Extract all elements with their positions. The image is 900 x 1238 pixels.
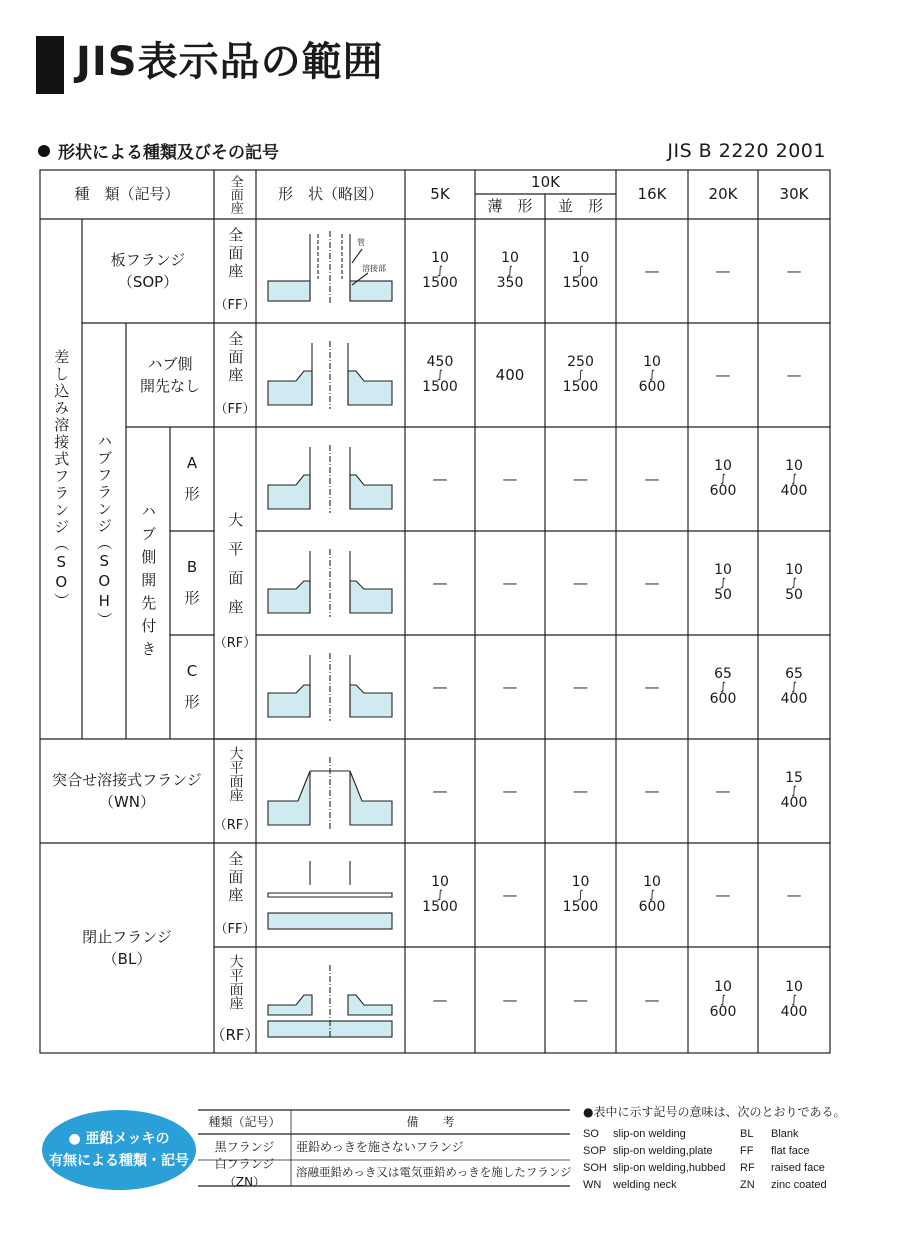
cell-hubno-p16k — [616, 323, 688, 427]
legend-code: SO — [583, 1128, 599, 1140]
legend-code: ZN — [740, 1179, 755, 1191]
range-min: 450 — [426, 354, 454, 371]
range-max: 600 — [709, 482, 737, 499]
type-b-label — [170, 531, 214, 635]
face-blrf-text: 大平面座 — [227, 953, 244, 1010]
range-tilde: ∫ — [791, 680, 797, 694]
hub-no-bevel-line1: ハブ側 — [147, 354, 193, 373]
range-min: 10 — [501, 250, 519, 267]
cell-c-p10k_std: — — [573, 678, 588, 696]
cell-blff-p20k: — — [715, 886, 731, 904]
cell-wn-p16k: — — [644, 782, 660, 800]
soh-group-text: ハブフランジ（SOH） — [95, 433, 114, 629]
range-min: 250 — [567, 354, 594, 371]
face-sop-code: （FF） — [214, 297, 256, 313]
cell-hubno-p5k — [405, 323, 475, 427]
range-min: 10 — [571, 874, 590, 891]
header-30k: 30K — [779, 185, 809, 204]
range-max: 400 — [780, 690, 808, 707]
cell-hubno-p30k: — — [786, 366, 802, 384]
range-min: 10 — [714, 562, 732, 579]
zinc-head-note: 備 考 — [406, 1115, 455, 1129]
header-10k-thin: 薄 形 — [487, 197, 533, 216]
range-min: 10 — [643, 874, 661, 891]
face-hub-rf — [214, 427, 256, 739]
cell-sop-p5k — [405, 219, 475, 323]
cell-hubno-p10k_thin: 400 — [495, 365, 525, 384]
range-tilde: ∫ — [649, 368, 655, 382]
hub-bevel-label — [126, 427, 170, 739]
cell-c-p5k: — — [432, 678, 448, 696]
cell-c-p30k — [758, 635, 830, 739]
page-title: JIS表示品の範囲 — [76, 39, 384, 85]
type-c-letter: C — [186, 661, 198, 680]
range-max: 600 — [709, 1003, 737, 1020]
label-pipe: 管 — [357, 238, 365, 247]
range-max: 600 — [638, 378, 666, 395]
range-max: 1500 — [422, 274, 458, 291]
sop-label-code: （SOP） — [117, 273, 179, 291]
range-max: 400 — [780, 482, 808, 499]
flange-sketches — [256, 219, 405, 1053]
zinc-row-note: 溶融亜鉛めっき又は電気亜鉛めっきを施したフランジ — [296, 1165, 572, 1180]
legend-desc: zinc coated — [771, 1179, 827, 1191]
cell-blrf-p16k: — — [644, 991, 660, 1009]
legend-desc: slip-on welding,plate — [613, 1145, 713, 1157]
face-sop — [214, 219, 256, 323]
so-group-label — [40, 219, 82, 739]
wn-label — [40, 739, 214, 843]
header-16k: 16K — [637, 185, 667, 204]
face-blrf — [210, 947, 260, 1053]
zinc-row-kind: 白フランジ（ZN） — [214, 1157, 275, 1189]
range-max: 1500 — [422, 378, 458, 395]
range-tilde: ∫ — [791, 784, 797, 798]
zinc-head-kind: 種類（記号） — [208, 1115, 281, 1129]
range-tilde: ∫ — [720, 472, 726, 486]
legend-desc: raised face — [771, 1162, 825, 1174]
face-hub-rf-code: （RF） — [213, 636, 257, 652]
range-tilde: ∫ — [577, 888, 584, 902]
zinc-row-kind: 黒フランジ — [214, 1140, 275, 1154]
cell-b-p16k: — — [644, 574, 660, 592]
section-title-text: 形状による種類及びその記号 — [58, 143, 279, 163]
range-min: 10 — [571, 250, 590, 267]
cell-blff-p10k_std — [545, 843, 616, 947]
cell-blrf-p30k — [758, 947, 830, 1053]
range-max: 1500 — [562, 378, 599, 395]
cell-sop-p16k: — — [644, 262, 660, 280]
range-tilde: ∫ — [720, 993, 726, 1007]
range-max: 600 — [638, 898, 666, 915]
range-tilde: ∫ — [649, 888, 655, 902]
header-face-text: 全面座 — [227, 175, 243, 214]
range-max: 50 — [785, 586, 803, 603]
cell-b-p10k_std: — — [573, 574, 588, 592]
range-max: 400 — [780, 1003, 808, 1020]
type-a-suffix: 形 — [184, 485, 200, 503]
cell-sop-p20k: — — [715, 262, 731, 280]
range-max: 50 — [714, 586, 732, 603]
cell-blrf-p10k_thin: — — [502, 991, 518, 1009]
cell-blrf-p5k: — — [432, 991, 448, 1009]
cell-c-p10k_thin: — — [502, 678, 518, 696]
range-tilde: ∫ — [437, 888, 443, 902]
legend-code: RF — [740, 1162, 755, 1174]
range-max: 1500 — [562, 898, 599, 915]
range-tilde: ∫ — [720, 680, 726, 694]
face-hubno — [214, 323, 256, 427]
range-tilde: ∫ — [577, 264, 584, 278]
cell-a-p30k — [758, 427, 830, 531]
range-min: 10 — [714, 458, 732, 475]
cell-wn-p20k: — — [715, 782, 731, 800]
legend-desc: slip-on welding,hubbed — [613, 1162, 726, 1174]
cell-c-p16k: — — [644, 678, 660, 696]
cell-hubno-p20k: — — [715, 366, 731, 384]
cell-blrf-p20k — [688, 947, 758, 1053]
hub-no-bevel-label — [126, 323, 214, 427]
zinc-badge-line1: ● 亜鉛メッキの — [68, 1130, 170, 1147]
type-b-letter: B — [186, 557, 198, 576]
sop-label — [82, 219, 214, 323]
cell-blff-p10k_thin: — — [502, 886, 518, 904]
range-min: 10 — [785, 979, 803, 996]
face-hubno-text: 全面座 — [226, 330, 245, 385]
header-5k: 5K — [430, 185, 450, 204]
legend-code: SOP — [583, 1145, 607, 1157]
cell-b-p10k_thin: — — [502, 574, 518, 592]
cell-blrf-p10k_std: — — [573, 991, 588, 1009]
face-wn-text: 大平面座 — [227, 746, 244, 803]
cell-sop-p10k_thin — [475, 219, 545, 323]
range-max: 600 — [709, 690, 737, 707]
zinc-badge-line2: 有無による種類・記号 — [49, 1153, 189, 1169]
header-kind: 種 類（記号） — [74, 185, 180, 204]
range-min: 15 — [785, 770, 803, 787]
cell-sop-p30k: — — [786, 262, 802, 280]
type-c-suffix: 形 — [184, 693, 200, 711]
soh-group-label — [82, 323, 126, 739]
cell-wn-p5k: — — [432, 782, 448, 800]
cell-b-p5k: — — [432, 574, 448, 592]
range-min: 10 — [785, 562, 803, 579]
wn-label-name: 突合せ溶接式フランジ — [52, 770, 202, 789]
cell-a-p10k_std: — — [573, 470, 588, 488]
label-weld: 溶接部 — [362, 264, 386, 273]
type-b-suffix: 形 — [184, 589, 200, 607]
bl-label — [40, 843, 214, 1053]
legend-code: WN — [583, 1179, 602, 1191]
header-shape: 形 状（略図） — [277, 185, 383, 204]
cell-sop-p10k_std — [545, 219, 616, 323]
cell-wn-p10k_thin: — — [502, 782, 518, 800]
legend-heading: ●表中に示す記号の意味は、次のとおりである。 — [583, 1105, 846, 1119]
hub-no-bevel-line2: 開先なし — [139, 377, 200, 395]
cell-a-p16k: — — [644, 470, 660, 488]
range-tilde: ∫ — [577, 368, 584, 382]
range-max: 1500 — [562, 274, 599, 291]
bl-label-name: 閉止フランジ — [82, 927, 172, 946]
range-tilde: ∫ — [791, 472, 797, 486]
range-tilde: ∫ — [437, 264, 443, 278]
cell-wn-p30k — [758, 739, 830, 843]
bl-label-code: （BL） — [102, 950, 152, 968]
legend-desc: slip-on welding — [613, 1128, 686, 1140]
legend-desc: flat face — [771, 1145, 810, 1157]
legend-desc: welding neck — [613, 1179, 677, 1191]
legend-code: SOH — [583, 1162, 607, 1174]
range-min: 10 — [643, 354, 661, 371]
range-tilde: ∫ — [720, 576, 726, 590]
range-tilde: ∫ — [437, 368, 443, 382]
type-c-label — [170, 635, 214, 739]
cell-a-p20k — [688, 427, 758, 531]
so-group-text: 差し込み溶接式フランジ（SO） — [52, 348, 71, 610]
face-wn — [214, 739, 256, 843]
range-min: 10 — [431, 874, 449, 891]
range-tilde: ∫ — [507, 264, 513, 278]
cell-blff-p16k — [616, 843, 688, 947]
cell-b-p30k — [758, 531, 830, 635]
sop-label-name: 板フランジ — [110, 250, 186, 269]
legend-code: BL — [740, 1128, 754, 1140]
cell-blff-p30k: — — [786, 886, 802, 904]
range-min: 65 — [714, 666, 732, 683]
face-sop-text: 全面座 — [226, 226, 245, 281]
range-max: 350 — [496, 274, 524, 291]
header-20k: 20K — [708, 185, 738, 204]
header-face — [214, 170, 256, 219]
face-wn-code: （RF） — [213, 818, 257, 834]
range-max: 400 — [780, 794, 808, 811]
cell-a-p10k_thin: — — [502, 470, 518, 488]
legend-desc: Blank — [771, 1128, 799, 1140]
face-blrf-code: （RF） — [210, 1025, 260, 1044]
face-hubno-code: （FF） — [214, 401, 256, 417]
cell-blff-p5k — [405, 843, 475, 947]
zinc-row-note: 亜鉛めっきを施さないフランジ — [296, 1140, 464, 1154]
range-min: 10 — [785, 458, 803, 475]
face-blff-text: 全面座 — [226, 850, 245, 905]
hub-bevel-text: ハブ側開先付き — [139, 502, 158, 664]
face-blff — [214, 843, 256, 947]
cell-c-p20k — [688, 635, 758, 739]
header-10k-std: 並 形 — [557, 197, 603, 216]
zinc-badge — [42, 1110, 196, 1190]
cell-b-p20k — [688, 531, 758, 635]
range-tilde: ∫ — [791, 993, 797, 1007]
range-tilde: ∫ — [791, 576, 797, 590]
cell-a-p5k: — — [432, 470, 448, 488]
range-min: 10 — [714, 979, 732, 996]
range-min: 10 — [431, 250, 449, 267]
cell-wn-p10k_std: — — [573, 782, 588, 800]
cell-hubno-p10k_std — [545, 323, 616, 427]
standard-number: JIS B 2220 2001 — [667, 140, 826, 162]
type-a-label — [170, 427, 214, 531]
legend-code: FF — [740, 1145, 754, 1157]
face-blff-code: （FF） — [214, 921, 256, 937]
wn-label-code: （WN） — [98, 793, 156, 811]
type-a-letter: A — [186, 453, 198, 472]
face-hub-rf-text: 大平面座 — [226, 512, 245, 629]
range-max: 1500 — [422, 898, 458, 915]
header-10k: 10K — [531, 172, 560, 191]
range-min: 65 — [785, 666, 803, 683]
